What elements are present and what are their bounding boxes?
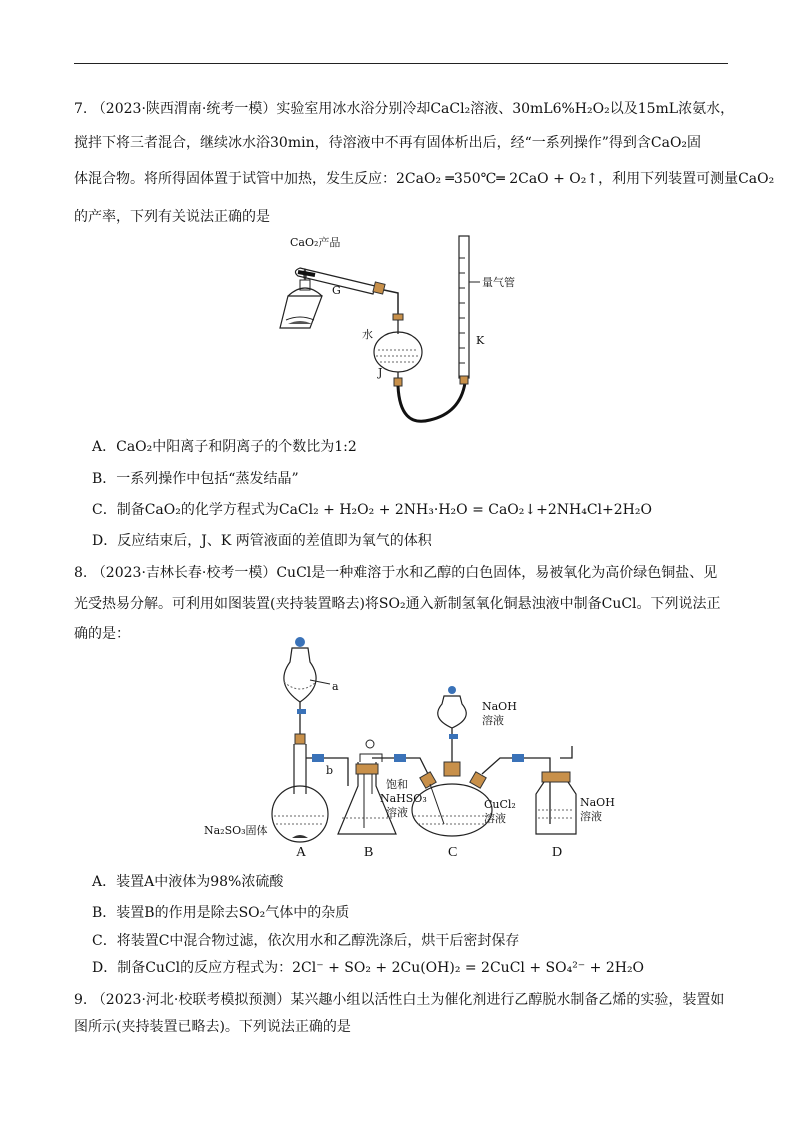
label-burette: 量气管 — [482, 276, 515, 289]
header-rule — [74, 63, 728, 64]
test-tube-g — [295, 268, 403, 320]
q7-apparatus-figure — [270, 228, 520, 428]
q7-line-1: 7. （2023·陕西渭南·统考一模）实验室用冰水浴分别冷却CaCl₂溶液、30mL6%H₂O₂以及15mL浓氨水， — [74, 101, 735, 117]
q8-option-a: A．装置A中液体为98%浓硫酸 — [92, 874, 284, 890]
label-water: 水 — [362, 328, 373, 341]
caption-c: C — [448, 845, 458, 860]
q7-option-b: B．一系列操作中包括“蒸发结晶” — [92, 471, 299, 487]
q7-option-c: C．制备CaO₂的化学方程式为CaCl₂ + H₂O₂ + 2NH₃·H₂O = CaO₂↓+2NH₄Cl+2H₂O — [92, 502, 652, 518]
caption-b: B — [364, 845, 374, 860]
label-cao2-product: CaO₂产品 — [290, 236, 341, 249]
q8-option-d: D．制备CuCl的反应方程式为：2Cl⁻ + SO₂ + 2Cu(OH)₂ = 2CuCl + SO₄²⁻ + 2H₂O — [92, 960, 645, 976]
label-a-funnel: a — [332, 680, 339, 693]
q7-line-2: 搅拌下将三者混合，继续冰水浴30min，待溶液中不再有固体析出后，经“一系列操作”得到含CaO₂固 — [74, 135, 702, 151]
caption-d: D — [552, 845, 563, 860]
label-naoh-funnel: NaOH — [482, 700, 517, 713]
label-g: G — [332, 284, 341, 297]
q7-number: 7. — [74, 101, 88, 117]
q8-option-c: C．将装置C中混合物过滤，依次用水和乙醇洗涤后，烘干后密封保存 — [92, 933, 520, 949]
q8-line-1: 8. （2023·吉林长春·校考一模）CuCl是一种难溶于水和乙醇的白色固体，易被氧化为高价绿色铜盐、见 — [74, 565, 718, 581]
q7-line-3: 体混合物。将所得固体置于试管中加热，发生反应：2CaO₂ ═350℃═ 2CaO + O₂↑，利用下列装置可测量CaO₂ — [74, 171, 775, 187]
label-cucl2-solution: 溶液 — [484, 812, 506, 825]
q7-option-a: A．CaO₂中阳离子和阴离子的个数比为1:2 — [92, 439, 357, 455]
q9-line-1: 9. （2023·河北·校联考模拟预测）某兴趣小组以活性白土为催化剂进行乙醇脱水制备乙烯的实验，装置如 — [74, 992, 725, 1008]
label-naoh-bottle: NaOH — [580, 796, 615, 809]
q8-number: 8. — [74, 565, 88, 581]
q8-option-b: B．装置B的作用是除去SO₂气体中的杂质 — [92, 905, 350, 921]
q7-line-4: 的产率，下列有关说法正确的是 — [74, 209, 270, 225]
q8-line-3: 确的是： — [74, 626, 130, 642]
caption-a: A — [296, 845, 307, 860]
rubber-hose — [398, 383, 465, 421]
label-saturated: 饱和 — [386, 778, 408, 791]
label-nahso3: NaHSO₃ — [380, 792, 427, 805]
label-na2so3: Na₂SO₃固体 — [204, 824, 268, 837]
label-cucl2: CuCl₂ — [484, 798, 516, 811]
label-naoh-funnel-solution: 溶液 — [482, 714, 504, 727]
measuring-tube-k — [459, 236, 480, 384]
q9-line-2: 图所示(夹持装置已略去)。下列说法正确的是 — [74, 1019, 351, 1035]
label-k: K — [476, 334, 485, 347]
label-b-solution: 溶液 — [386, 806, 408, 819]
q9-number: 9. — [74, 992, 88, 1008]
label-j: J — [378, 366, 383, 379]
q8-line-2: 光受热易分解。可利用如图装置(夹持装置略去)将SO₂通入新制氢氧化铜悬浊液中制备CuCl。下列说法正 — [74, 596, 721, 612]
q8-apparatus-figure — [200, 634, 620, 864]
q7-option-d: D．反应结束后，J、K 两管液面的差值即为氧气的体积 — [92, 533, 432, 549]
apparatus-d — [536, 746, 576, 834]
label-b-tube: b — [326, 764, 334, 777]
apparatus-c — [412, 686, 540, 836]
apparatus-a — [272, 637, 348, 842]
label-naoh-bottle-solution: 溶液 — [580, 810, 602, 823]
